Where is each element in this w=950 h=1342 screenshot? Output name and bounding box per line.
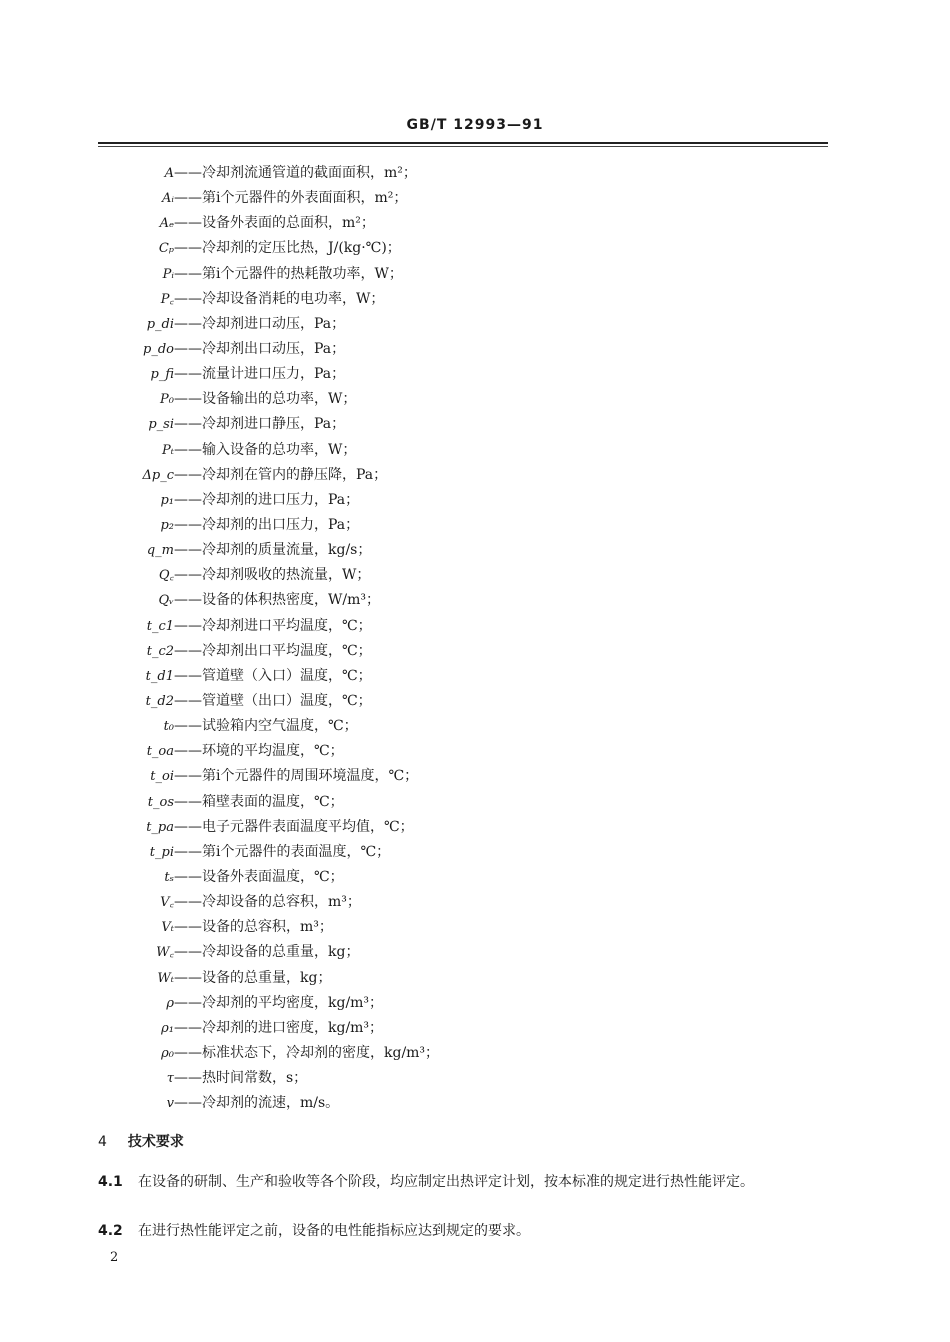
symbol-row [110,488,830,513]
symbol: p₁ [160,492,174,508]
symbol-description: ——第i个元器件的热耗散功率，W； [174,265,403,282]
symbol-description: ——冷却剂进口静压，Pa； [174,416,346,433]
symbol-row [110,588,830,613]
symbol-description: ——试验箱内空气温度，℃； [174,718,358,735]
symbol-description: ——设备外表面的总面积，m²； [174,215,375,232]
symbol: t₀ [163,719,174,735]
symbol-row [110,438,830,463]
symbol: t_oa [146,744,174,760]
symbol-row [110,890,830,915]
symbol: W꜀ [156,945,174,961]
symbol: Pₜ [162,442,174,458]
symbol: p_di [146,316,174,332]
symbol: t_pa [146,819,174,835]
symbol-row [110,287,830,312]
symbol-row [110,639,830,664]
symbol: t_d2 [145,693,174,709]
clause-number: 4.2 [98,1223,123,1239]
header-rule-thick [98,142,828,144]
symbol-row [110,940,830,965]
symbol: p₂ [160,517,174,533]
symbol-row [110,1016,830,1041]
symbol-row [110,186,830,211]
symbol-description: ——热时间常数，s； [174,1070,308,1087]
symbol-description: ——标准状态下，冷却剂的密度，kg/m³； [174,1044,440,1061]
symbol: P₀ [160,392,174,408]
symbol-description: ——设备的总容积，m³； [174,919,333,936]
symbol-description: ——设备输出的总功率，W； [174,391,357,408]
symbol-description: ——流量计进口压力，Pa； [174,366,346,383]
symbol-row [110,664,830,689]
symbol-row [110,815,830,840]
symbol-row [110,513,830,538]
header-rule-thin [98,146,828,147]
symbol: p_do [143,341,174,357]
symbol: τ [166,1071,174,1087]
symbol-description: ——冷却设备的总容积，m³； [174,894,361,911]
symbol-row [110,312,830,337]
clause-text: 在设备的研制、生产和验收等各个阶段，均应制定出热评定计划，按本标准的规定进行热性能评定。 [138,1174,754,1190]
symbol-description: ——冷却剂的流速，m/s。 [174,1095,340,1112]
symbol: ρ₀ [161,1045,174,1061]
clause-number: 4.1 [98,1174,123,1190]
symbol-row [110,865,830,890]
symbol-description: ——冷却剂的出口压力，Pa； [174,516,360,533]
symbol-row [110,739,830,764]
symbol-description: ——冷却剂的定压比热，J/(kg·℃)； [174,240,401,257]
symbol-row [110,915,830,940]
symbol-description: ——第i个元器件的表面温度，℃； [174,843,391,860]
symbol-row [110,790,830,815]
symbol-description: ——环境的平均温度，℃； [174,743,344,760]
symbol: t_c1 [146,618,174,634]
symbol-row [110,764,830,789]
symbol: Δp_c [142,467,174,483]
symbol-description: ——输入设备的总功率，W； [174,441,357,458]
symbol: Aₑ [159,216,174,232]
symbol-description: ——冷却剂的进口密度，kg/m³； [174,1019,384,1036]
symbol-row [110,966,830,991]
symbol-description: ——冷却剂出口动压，Pa； [174,340,346,357]
symbol: v [166,1096,174,1112]
standard-number-header: GB/T 12993—91 [406,117,544,133]
symbol: p_fi [150,367,174,383]
section-number: 4 [98,1134,107,1150]
symbol-row [110,362,830,387]
symbol: P꜀ [160,291,174,307]
symbol-description: ——设备的体积热密度，W/m³； [174,592,380,609]
symbol-row [110,387,830,412]
symbol-description: ——箱壁表面的温度，℃； [174,793,344,810]
symbol-row [110,412,830,437]
symbol-row [110,1041,830,1066]
symbol: Pᵢ [162,266,174,282]
symbol: Qᵥ [158,593,174,609]
symbol-row [110,463,830,488]
symbol-row [110,538,830,563]
symbol-row [110,563,830,588]
clause-4-2 [98,1219,830,1244]
symbol: Q꜀ [158,568,174,584]
symbol: t_c2 [146,643,174,659]
symbol: Aᵢ [161,191,174,207]
symbol: A [164,166,174,181]
symbol: tₛ [164,869,174,885]
symbol: V꜀ [160,895,174,911]
symbol-description: ——冷却设备的总重量，kg； [174,944,360,961]
clause-text: 在进行热性能评定之前，设备的电性能指标应达到规定的要求。 [138,1223,530,1239]
symbol-row [110,262,830,287]
symbol-description: ——冷却剂流通管道的截面面积，m²； [174,165,417,181]
symbol-row [110,1091,830,1116]
symbol-description: ——电子元器件表面温度平均值，℃； [174,818,414,835]
symbol-description: ——冷却剂吸收的热流量，W； [174,567,371,584]
symbol-row [110,1066,830,1091]
section-title: 技术要求 [127,1134,184,1150]
symbol-description: ——设备外表面温度，℃； [174,868,344,885]
symbol-description: ——设备的总重量，kg； [174,969,332,986]
symbol: q_m [146,543,174,559]
symbol-description: ——冷却设备消耗的电功率，W； [174,290,385,307]
symbol-row [110,714,830,739]
symbol-description: ——第i个元器件的周围环境温度，℃； [174,768,419,785]
symbol-row [110,211,830,236]
symbol: t_pi [149,844,174,860]
symbol-description: ——冷却剂进口动压，Pa； [174,315,346,332]
symbol-description: ——冷却剂进口平均温度，℃； [174,617,372,634]
symbol-description: ——管道壁（入口）温度，℃； [174,667,372,684]
symbol: t_d1 [145,668,174,684]
symbol-description: ——第i个元器件的外表面面积，m²； [174,190,408,207]
clause-4-1 [98,1170,830,1195]
symbol: Wₜ [157,970,174,986]
symbol-description: ——管道壁（出口）温度，℃； [174,692,372,709]
symbol-description: ——冷却剂出口平均温度，℃； [174,642,372,659]
symbol: Vₜ [161,920,174,936]
symbol-list [110,161,830,1116]
symbol: p_si [148,417,174,433]
symbol-description: ——冷却剂的平均密度，kg/m³； [174,994,384,1011]
symbol-row [110,236,830,261]
page-number: 2 [110,1250,119,1265]
symbol-row [110,614,830,639]
symbol: t_oi [150,769,174,785]
symbol: ρ₁ [161,1020,174,1036]
symbol: ρ [166,995,174,1011]
symbol-description: ——冷却剂的质量流量，kg/s； [174,542,372,559]
symbol-description: ——冷却剂在管内的静压降，Pa； [174,466,388,483]
symbol-row [110,689,830,714]
symbol-row [110,337,830,362]
symbol-row [110,991,830,1016]
symbol-row [110,840,830,865]
symbol: t_os [147,794,174,810]
symbol-row [110,161,830,186]
section-heading [98,1131,184,1151]
symbol-description: ——冷却剂的进口压力，Pa； [174,491,360,508]
symbol: Cₚ [158,241,174,257]
